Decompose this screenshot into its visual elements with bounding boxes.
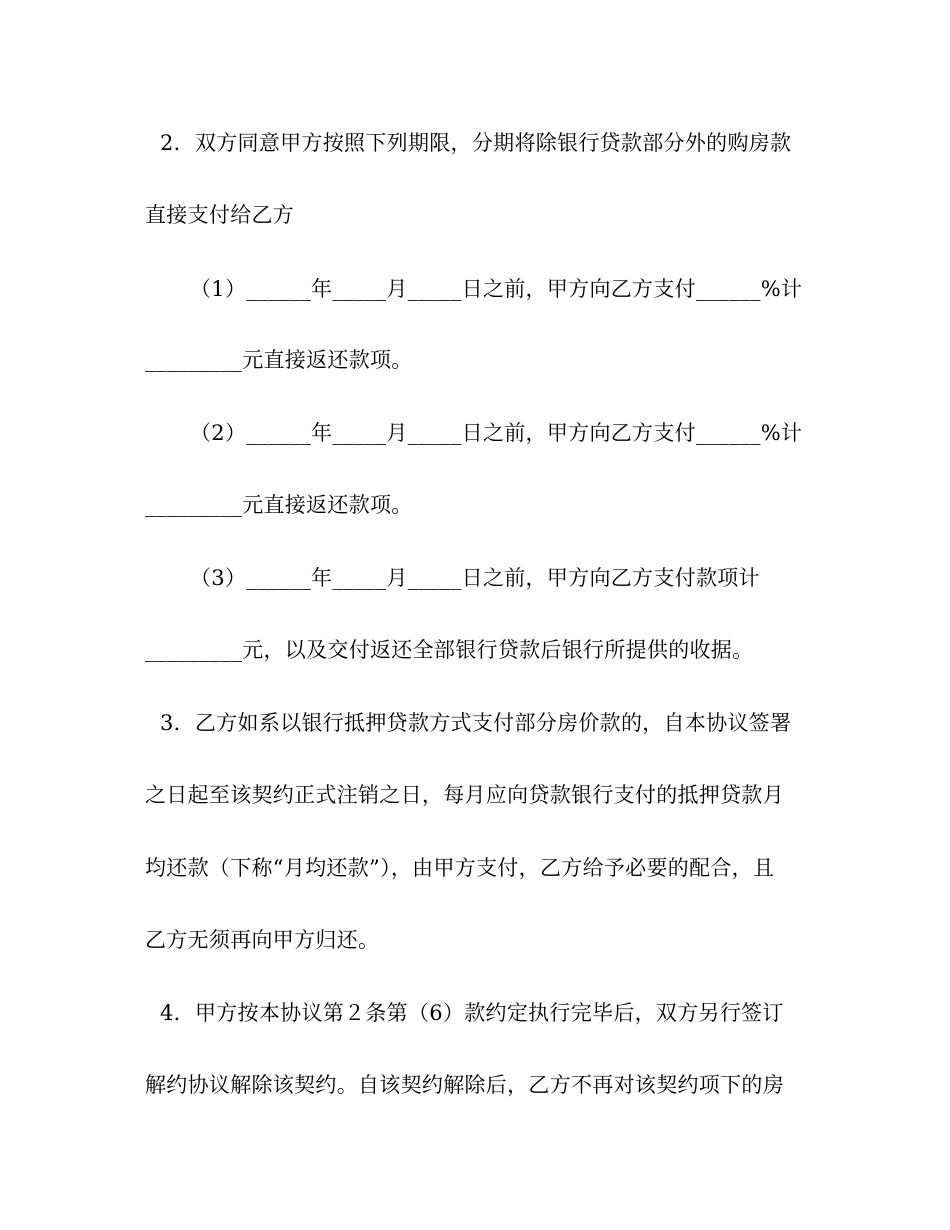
clause-2-line-1: 2．双方同意甲方按照下列期限，分期将除银行贷款部分外的购房款 <box>160 131 792 155</box>
item-3-line-2: _________元，以及交付返还全部银行贷款后银行所提供的收据。 <box>145 638 754 662</box>
clause-4-line-1: 4．甲方按本协议第２条第（6）款约定执行完毕后，双方另行签订 <box>160 1001 784 1025</box>
item-1-line-2: _________元直接返还款项。 <box>145 348 413 372</box>
clause-3-line-3: 均还款（下称“月均还款”），由甲方支付，乙方给予必要的配合，且 <box>145 856 775 880</box>
clause-4-line-2: 解约协议解除该契约。自该契约解除后，乙方不再对该契约项下的房 <box>145 1073 784 1097</box>
item-3-line-1: （3）______年_____月_____日之前，甲方向乙方支付款项计 <box>190 566 760 590</box>
clause-2-line-2: 直接支付给乙方 <box>145 203 295 227</box>
item-2-line-1: （2）______年_____月_____日之前，甲方向乙方支付______%计 <box>190 421 803 445</box>
item-1-line-1: （1）______年_____月_____日之前，甲方向乙方支付______%计 <box>190 277 803 301</box>
clause-3-line-1: 3．乙方如系以银行抵押贷款方式支付部分房价款的，自本协议签署 <box>160 711 792 735</box>
clause-3-line-2: 之日起至该契约正式注销之日，每月应向贷款银行支付的抵押贷款月 <box>145 783 784 807</box>
item-2-line-2: _________元直接返还款项。 <box>145 493 413 517</box>
clause-3-line-4: 乙方无须再向甲方归还。 <box>145 928 380 952</box>
